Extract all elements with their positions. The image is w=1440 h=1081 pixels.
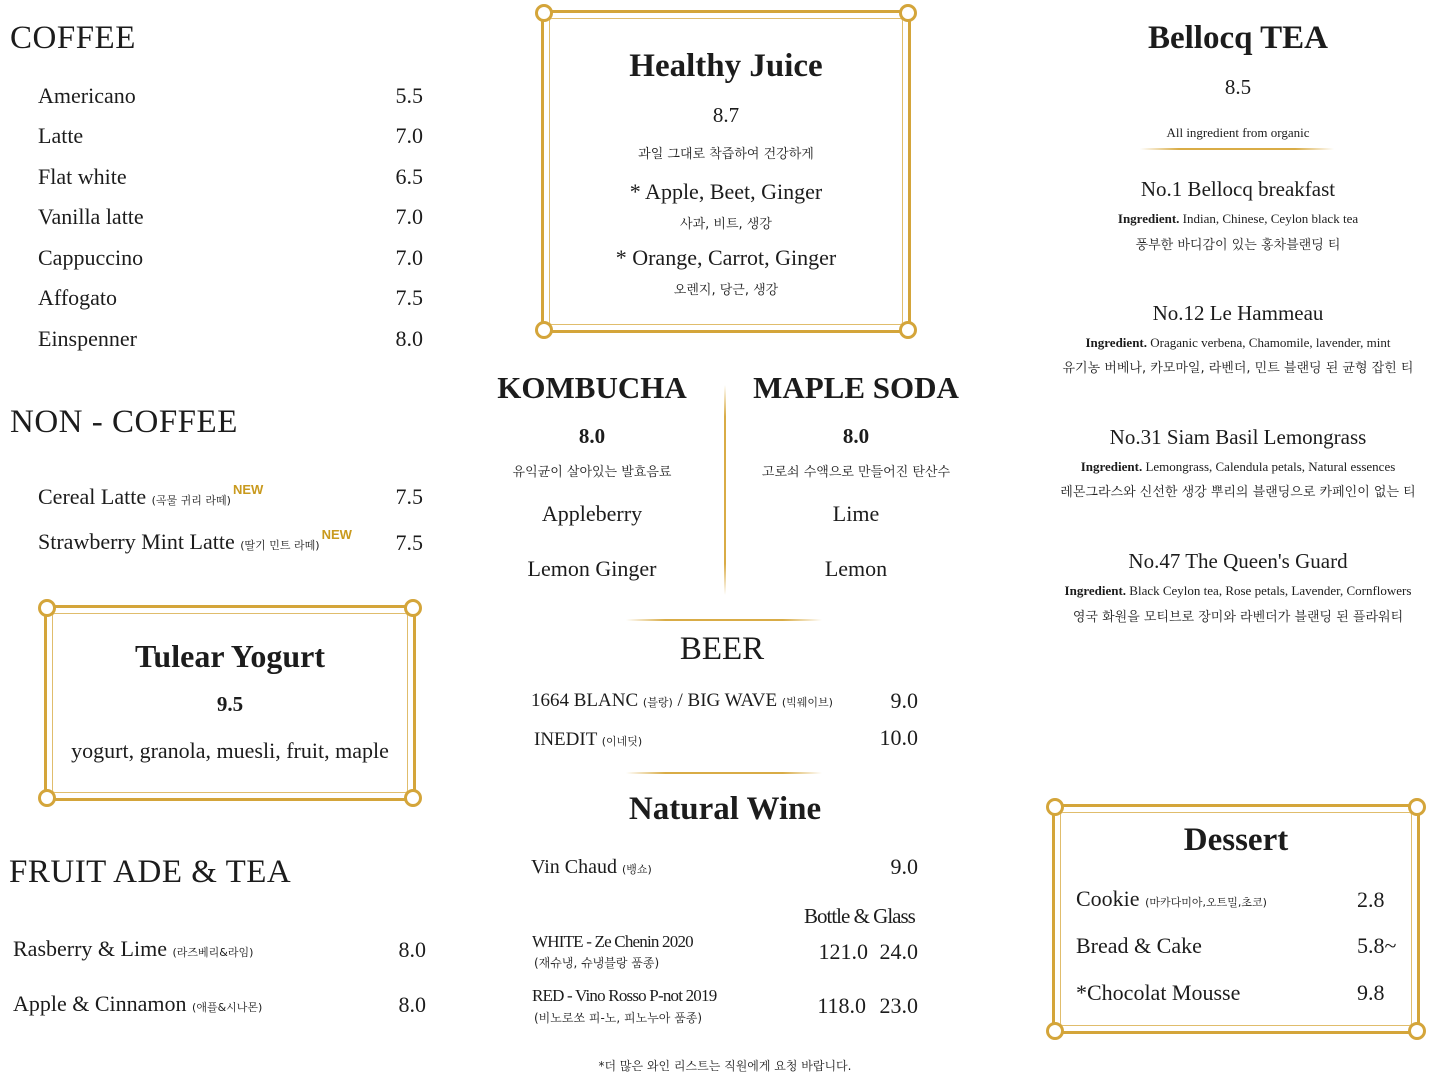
- item-price: 7.5: [395, 484, 423, 509]
- wine-bottle-price: 118.0: [817, 993, 866, 1018]
- item-korean-name: (마카다미아,오트밀,초코): [1145, 896, 1267, 909]
- list-item: [531, 690, 833, 712]
- juice-option: * Orange, Carrot, Ginger: [615, 245, 837, 270]
- juice-option-korean: 오렌지, 당근, 생강: [673, 283, 779, 298]
- item-price: 5.5: [395, 83, 423, 108]
- kombucha-flavor: Lemon Ginger: [527, 556, 657, 581]
- section-divider: [626, 619, 822, 621]
- dessert-title: Dessert: [1183, 822, 1289, 858]
- frame-corner: [404, 599, 422, 617]
- item-price: 7.5: [395, 285, 423, 310]
- ingredient-label: Ingredient.: [1117, 211, 1180, 226]
- juice-option: * Apple, Beet, Ginger: [629, 179, 823, 204]
- item-price: 7.0: [395, 204, 423, 229]
- wine-name: RED - Vino Rosso P-not 2019: [532, 986, 717, 1005]
- tea-title: Bellocq TEA: [1147, 20, 1328, 56]
- new-badge: NEW: [321, 527, 352, 542]
- item-korean-name: (이네딧): [601, 735, 643, 748]
- kombucha-title: KOMBUCHA: [497, 370, 687, 405]
- tea-subtitle: All ingredient from organic: [1166, 125, 1310, 140]
- tea-korean-desc: 유기농 버베나, 카모마일, 라벤더, 민트 블랜딩 된 균형 잡힌 티: [1062, 361, 1414, 376]
- item-name: Cookie: [1076, 886, 1140, 911]
- item-name: Rasberry & Lime: [13, 936, 167, 961]
- kombucha-flavor: Appleberry: [541, 501, 643, 526]
- list-item: Einspenner: [38, 326, 137, 351]
- ingredient-list: Black Ceylon tea, Rose petals, Lavender, Cornflowers: [1129, 583, 1412, 598]
- non-coffee-title: NON - COFFEE: [10, 404, 238, 440]
- ingredient-list: Lemongrass, Calendula petals, Natural essences: [1145, 459, 1396, 474]
- wine-korean-name: (비노로쏘 피-노, 피노누아 품종): [534, 1011, 703, 1025]
- item-price: 9.0: [890, 854, 918, 879]
- frame-corner: [535, 4, 553, 22]
- wine-title: Natural Wine: [628, 791, 822, 827]
- list-item: *Chocolat Mousse: [1076, 980, 1241, 1005]
- wine-glass-price: 24.0: [879, 939, 918, 964]
- item-price: 8.0: [398, 992, 426, 1017]
- item-price: 2.8: [1357, 887, 1385, 912]
- ingredient-list: Oraganic verbena, Chamomile, lavender, mint: [1150, 335, 1391, 350]
- item-price: 8.0: [398, 937, 426, 962]
- frame-corner: [1046, 1022, 1064, 1040]
- item-korean-name: (라즈베리&라임): [172, 946, 254, 959]
- frame-corner: [535, 321, 553, 339]
- tea-ingredients: [1046, 459, 1430, 475]
- item-name: INEDIT: [534, 729, 597, 750]
- ingredient-label: Ingredient.: [1080, 459, 1143, 474]
- juice-korean-desc: 과일 그대로 착즙하여 건강하게: [638, 147, 814, 162]
- list-item: [13, 936, 253, 962]
- item-price: 8.0: [395, 326, 423, 351]
- tea-name: No.1 Bellocq breakfast: [1140, 177, 1336, 201]
- frame-corner: [1408, 798, 1426, 816]
- wine-korean-name: (재슈냉, 슈냉블랑 품종): [534, 956, 660, 970]
- fruit-ade-title: FRUIT ADE & TEA: [9, 854, 292, 890]
- ingredient-label: Ingredient.: [1085, 335, 1147, 350]
- list-item: Cappuccino: [38, 245, 144, 270]
- kombucha-price: 8.0: [578, 424, 606, 448]
- list-item: [531, 856, 652, 879]
- yogurt-title: Tulear Yogurt: [135, 638, 325, 674]
- list-item: [13, 991, 262, 1017]
- tea-korean-desc: 레몬그라스와 신선한 생강 뿌리의 블랜딩으로 카페인이 없는 티: [1060, 485, 1416, 500]
- list-item: [534, 729, 642, 751]
- list-item: [1076, 886, 1267, 912]
- wine-glass-price: 23.0: [879, 993, 918, 1018]
- item-name: Cereal Latte: [38, 484, 147, 509]
- frame-corner: [38, 789, 56, 807]
- tea-name: No.31 Siam Basil Lemongrass: [1109, 425, 1367, 449]
- item-price: 10.0: [879, 725, 918, 750]
- tea-ingredients: [1046, 211, 1430, 227]
- new-badge: NEW: [232, 482, 264, 497]
- list-item: Affogato: [38, 285, 118, 310]
- item-korean-name: (딸기 민트 라떼): [240, 539, 320, 552]
- tea-name: No.12 Le Hammeau: [1152, 301, 1324, 325]
- frame-corner: [38, 599, 56, 617]
- section-divider: [1140, 148, 1334, 150]
- item-price: 9.0: [890, 688, 918, 713]
- maple-soda-title: MAPLE SODA: [753, 370, 959, 405]
- separator: /: [672, 690, 688, 711]
- tea-korean-desc: 영국 화원을 모티브로 장미와 라벤더가 블랜딩 된 플라워티: [1072, 610, 1404, 625]
- item-korean-name: (뱅쇼): [622, 863, 652, 876]
- tea-price: 8.5: [1224, 75, 1252, 99]
- section-divider: [626, 772, 822, 774]
- item-name: Strawberry Mint Latte: [38, 529, 235, 554]
- column-divider: [724, 385, 726, 595]
- list-item: [38, 529, 352, 555]
- frame-corner: [899, 4, 917, 22]
- bottle-glass-label: Bottle & Glass: [804, 904, 915, 928]
- frame-corner: [1408, 1022, 1426, 1040]
- list-item: Vanilla latte: [38, 204, 144, 229]
- item-name: BIG WAVE: [687, 690, 778, 711]
- item-name: 1664 BLANC: [531, 690, 639, 711]
- maple-soda-flavor: Lemon: [824, 556, 888, 581]
- ingredient-label: Ingredient.: [1064, 583, 1127, 598]
- frame-corner: [404, 789, 422, 807]
- coffee-title: COFFEE: [10, 20, 136, 56]
- maple-soda-price: 8.0: [842, 424, 870, 448]
- wine-bottle-price: 121.0: [818, 939, 868, 964]
- item-korean-name: (빅웨이브): [781, 696, 833, 709]
- list-item: [38, 484, 263, 510]
- item-price: 7.0: [395, 123, 423, 148]
- tea-name: No.47 The Queen's Guard: [1128, 549, 1348, 573]
- item-korean-name: (블랑): [642, 696, 673, 709]
- juice-option-korean: 사과, 비트, 생강: [680, 217, 772, 232]
- kombucha-korean-desc: 유익균이 살아있는 발효음료: [512, 465, 672, 480]
- wine-note: *더 많은 와인 리스트는 직원에게 요청 바랍니다.: [598, 1059, 852, 1073]
- item-price: 9.8: [1357, 980, 1385, 1005]
- list-item: Latte: [38, 123, 84, 148]
- list-item: Bread & Cake: [1076, 933, 1202, 958]
- maple-soda-korean-desc: 고로쇠 수액으로 만들어진 탄산수: [761, 465, 951, 480]
- maple-soda-flavor: Lime: [832, 501, 880, 526]
- yogurt-price: 9.5: [216, 692, 244, 716]
- item-korean-name: (곡물 귀리 라떼): [151, 494, 231, 507]
- juice-price: 8.7: [712, 103, 740, 127]
- list-item: Flat white: [38, 164, 127, 189]
- item-name: Vin Chaud: [531, 856, 618, 878]
- frame-corner: [899, 321, 917, 339]
- frame-corner: [1046, 798, 1064, 816]
- tea-ingredients: [1046, 335, 1430, 351]
- tea-korean-desc: 풍부한 바디감이 있는 홍차블랜딩 티: [1135, 238, 1341, 253]
- tea-ingredients: [1046, 583, 1430, 599]
- wine-name: WHITE - Ze Chenin 2020: [532, 932, 693, 951]
- item-price: 7.0: [395, 245, 423, 270]
- yogurt-description: yogurt, granola, muesli, fruit, maple: [71, 738, 389, 763]
- item-price: 5.8~: [1357, 933, 1397, 958]
- item-price: 6.5: [395, 164, 423, 189]
- item-price: 7.5: [395, 530, 423, 555]
- item-name: Apple & Cinnamon: [13, 991, 187, 1016]
- ingredient-list: Indian, Chinese, Ceylon black tea: [1182, 211, 1359, 226]
- item-korean-name: (애플&시나몬): [192, 1001, 263, 1014]
- beer-title: BEER: [679, 631, 765, 667]
- list-item: Americano: [38, 83, 136, 108]
- juice-title: Healthy Juice: [629, 48, 823, 84]
